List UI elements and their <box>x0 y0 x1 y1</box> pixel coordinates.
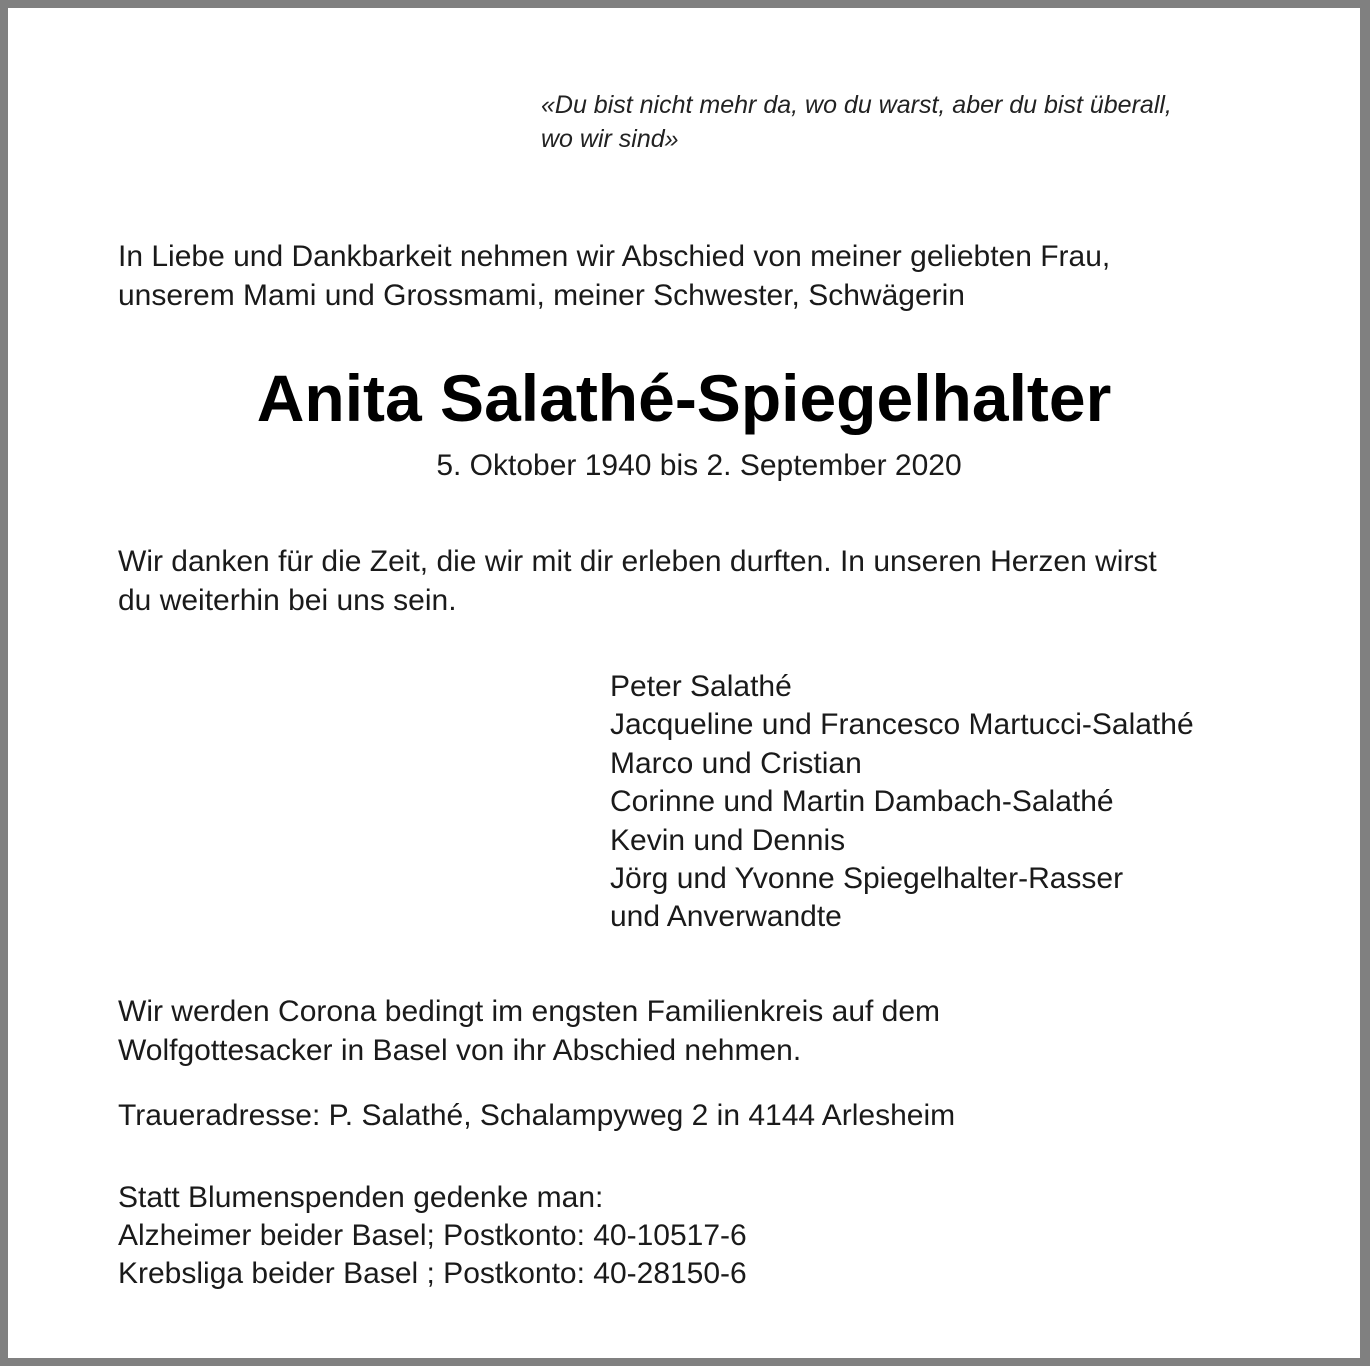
mourner-entry: Kevin und Dennis <box>610 823 846 857</box>
donation-entry: Krebsliga beider Basel ; Postkonto: 40-28150-6 <box>118 1257 747 1290</box>
mourner-entry: Jörg und Yvonne Spiegelhalter-Rasser <box>610 862 1124 896</box>
thanks-paragraph <box>118 542 1157 620</box>
funeral-notice-line: Wolfgottesacker in Basel von ihr Abschied nehmen. <box>118 1034 802 1067</box>
intro-line: unserem Mami und Grossmami, meiner Schwester, Schwägerin <box>118 279 965 312</box>
donations-block <box>118 1179 747 1293</box>
funeral-notice <box>118 992 940 1070</box>
life-dates: 5. Oktober 1940 bis 2. September 2020 <box>436 449 962 482</box>
quote-line: wo wir sind» <box>541 125 679 153</box>
funeral-notice-line: Wir werden Corona bedingt im engsten Familienkreis auf dem <box>118 995 941 1028</box>
mourner-entry: Marco und Cristian <box>610 746 862 780</box>
epigraph-quote <box>541 88 1261 156</box>
obituary-page <box>8 8 1360 1358</box>
donations-heading: Statt Blumenspenden gedenke man: <box>118 1181 604 1214</box>
intro-line: In Liebe und Dankbarkeit nehmen wir Abschied von meiner geliebten Frau, <box>118 240 1111 273</box>
thanks-line: du weiterhin bei uns sein. <box>118 584 457 617</box>
deceased-name: Anita Salathé-Spiegelhalter <box>256 361 1112 435</box>
mourner-entry: Peter Salathé <box>610 670 792 703</box>
mourners-list <box>610 668 1194 937</box>
thanks-line: Wir danken für die Zeit, die wir mit dir erleben durften. In unseren Herzen wirst <box>118 545 1157 578</box>
mourning-address: Traueradresse: P. Salathé, Schalampyweg 2 in 4144 Arlesheim <box>118 1099 956 1132</box>
donation-entry: Alzheimer beider Basel; Postkonto: 40-10517-6 <box>118 1219 747 1252</box>
intro-paragraph <box>118 237 1110 315</box>
mourner-entry: Corinne und Martin Dambach-Salathé <box>610 785 1114 819</box>
mourner-entry: Jacqueline und Francesco Martucci-Salathé <box>610 708 1194 742</box>
mourner-entry: und Anverwandte <box>610 900 842 934</box>
quote-line: «Du bist nicht mehr da, wo du warst, aber du bist überall, <box>541 91 1172 119</box>
